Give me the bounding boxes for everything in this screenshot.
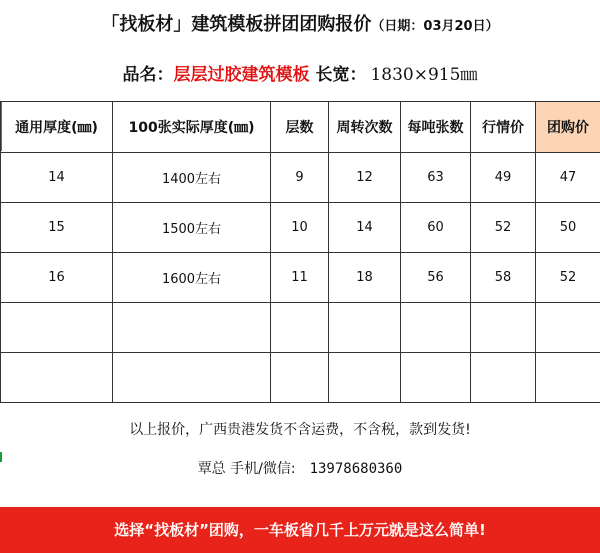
table-cell: 50	[536, 203, 600, 253]
table-row	[1, 253, 600, 303]
table-cell: 63	[401, 153, 471, 203]
table-cell: 56	[401, 253, 471, 303]
table-cell	[536, 353, 600, 403]
table-cell: 11	[271, 253, 329, 303]
table-cell: 14	[329, 203, 401, 253]
table-cell: 10	[271, 203, 329, 253]
contact-label: 覃总 手机/微信:	[197, 461, 296, 477]
contact-phone: 13978680360	[309, 461, 403, 477]
price-table	[0, 101, 600, 403]
table-cell	[1, 303, 113, 353]
table-cell	[536, 303, 600, 353]
header-group-price: 团购价	[536, 102, 600, 153]
table-cell: 16	[1, 253, 113, 303]
header-market-price: 行情价	[471, 102, 536, 153]
table-cell	[271, 303, 329, 353]
table-cell: 1500左右	[113, 203, 271, 253]
table-cell	[471, 303, 536, 353]
promo-banner: 选择“找板材”团购，一车板省几千上万元就是这么简单!	[0, 507, 600, 553]
table-row-empty	[1, 303, 600, 353]
product-size-label: 长宽：	[315, 65, 367, 85]
table-row	[1, 153, 600, 203]
table-cell: 18	[329, 253, 401, 303]
table-cell: 14	[1, 153, 113, 203]
table-cell	[329, 353, 401, 403]
title-text: 「找板材」建筑模板拼团团购报价	[101, 14, 372, 35]
header-actual-thickness: 100张实际厚度(㎜)	[113, 102, 271, 153]
header-sheets-per-ton: 每吨张数	[401, 102, 471, 153]
table-cell: 52	[536, 253, 600, 303]
pricing-note: 以上报价，广西贵港发货不含运费，不含税，款到发货!	[129, 422, 471, 438]
table-cell: 60	[401, 203, 471, 253]
product-name-label: 品名：	[122, 65, 174, 85]
table-cell	[401, 303, 471, 353]
table-cell: 52	[471, 203, 536, 253]
table-cell	[1, 353, 113, 403]
table-header-row	[1, 102, 600, 153]
table-cell	[271, 353, 329, 403]
table-cell	[113, 303, 271, 353]
table-row-empty	[1, 353, 600, 403]
product-name: 层层过胶建筑模板	[173, 65, 310, 85]
page-title	[0, 0, 600, 50]
table-cell: 49	[471, 153, 536, 203]
table-cell	[471, 353, 536, 403]
table-cell: 47	[536, 153, 600, 203]
contact-line	[0, 454, 600, 484]
table-cell	[329, 303, 401, 353]
table-cell: 15	[1, 203, 113, 253]
header-thickness: 通用厚度(㎜)	[1, 102, 113, 153]
title-date: （日期：03月20日）	[371, 19, 499, 34]
table-cell	[113, 353, 271, 403]
header-turnover: 周转次数	[329, 102, 401, 153]
table-cell: 9	[271, 153, 329, 203]
table-row	[1, 203, 600, 253]
table-cell	[401, 353, 471, 403]
header-layers: 层数	[271, 102, 329, 153]
table-cell: 58	[471, 253, 536, 303]
product-line	[0, 55, 600, 95]
table-cell: 12	[329, 153, 401, 203]
product-size: 1830×915㎜	[370, 65, 478, 85]
table-cell: 1600左右	[113, 253, 271, 303]
table-cell: 1400左右	[113, 153, 271, 203]
